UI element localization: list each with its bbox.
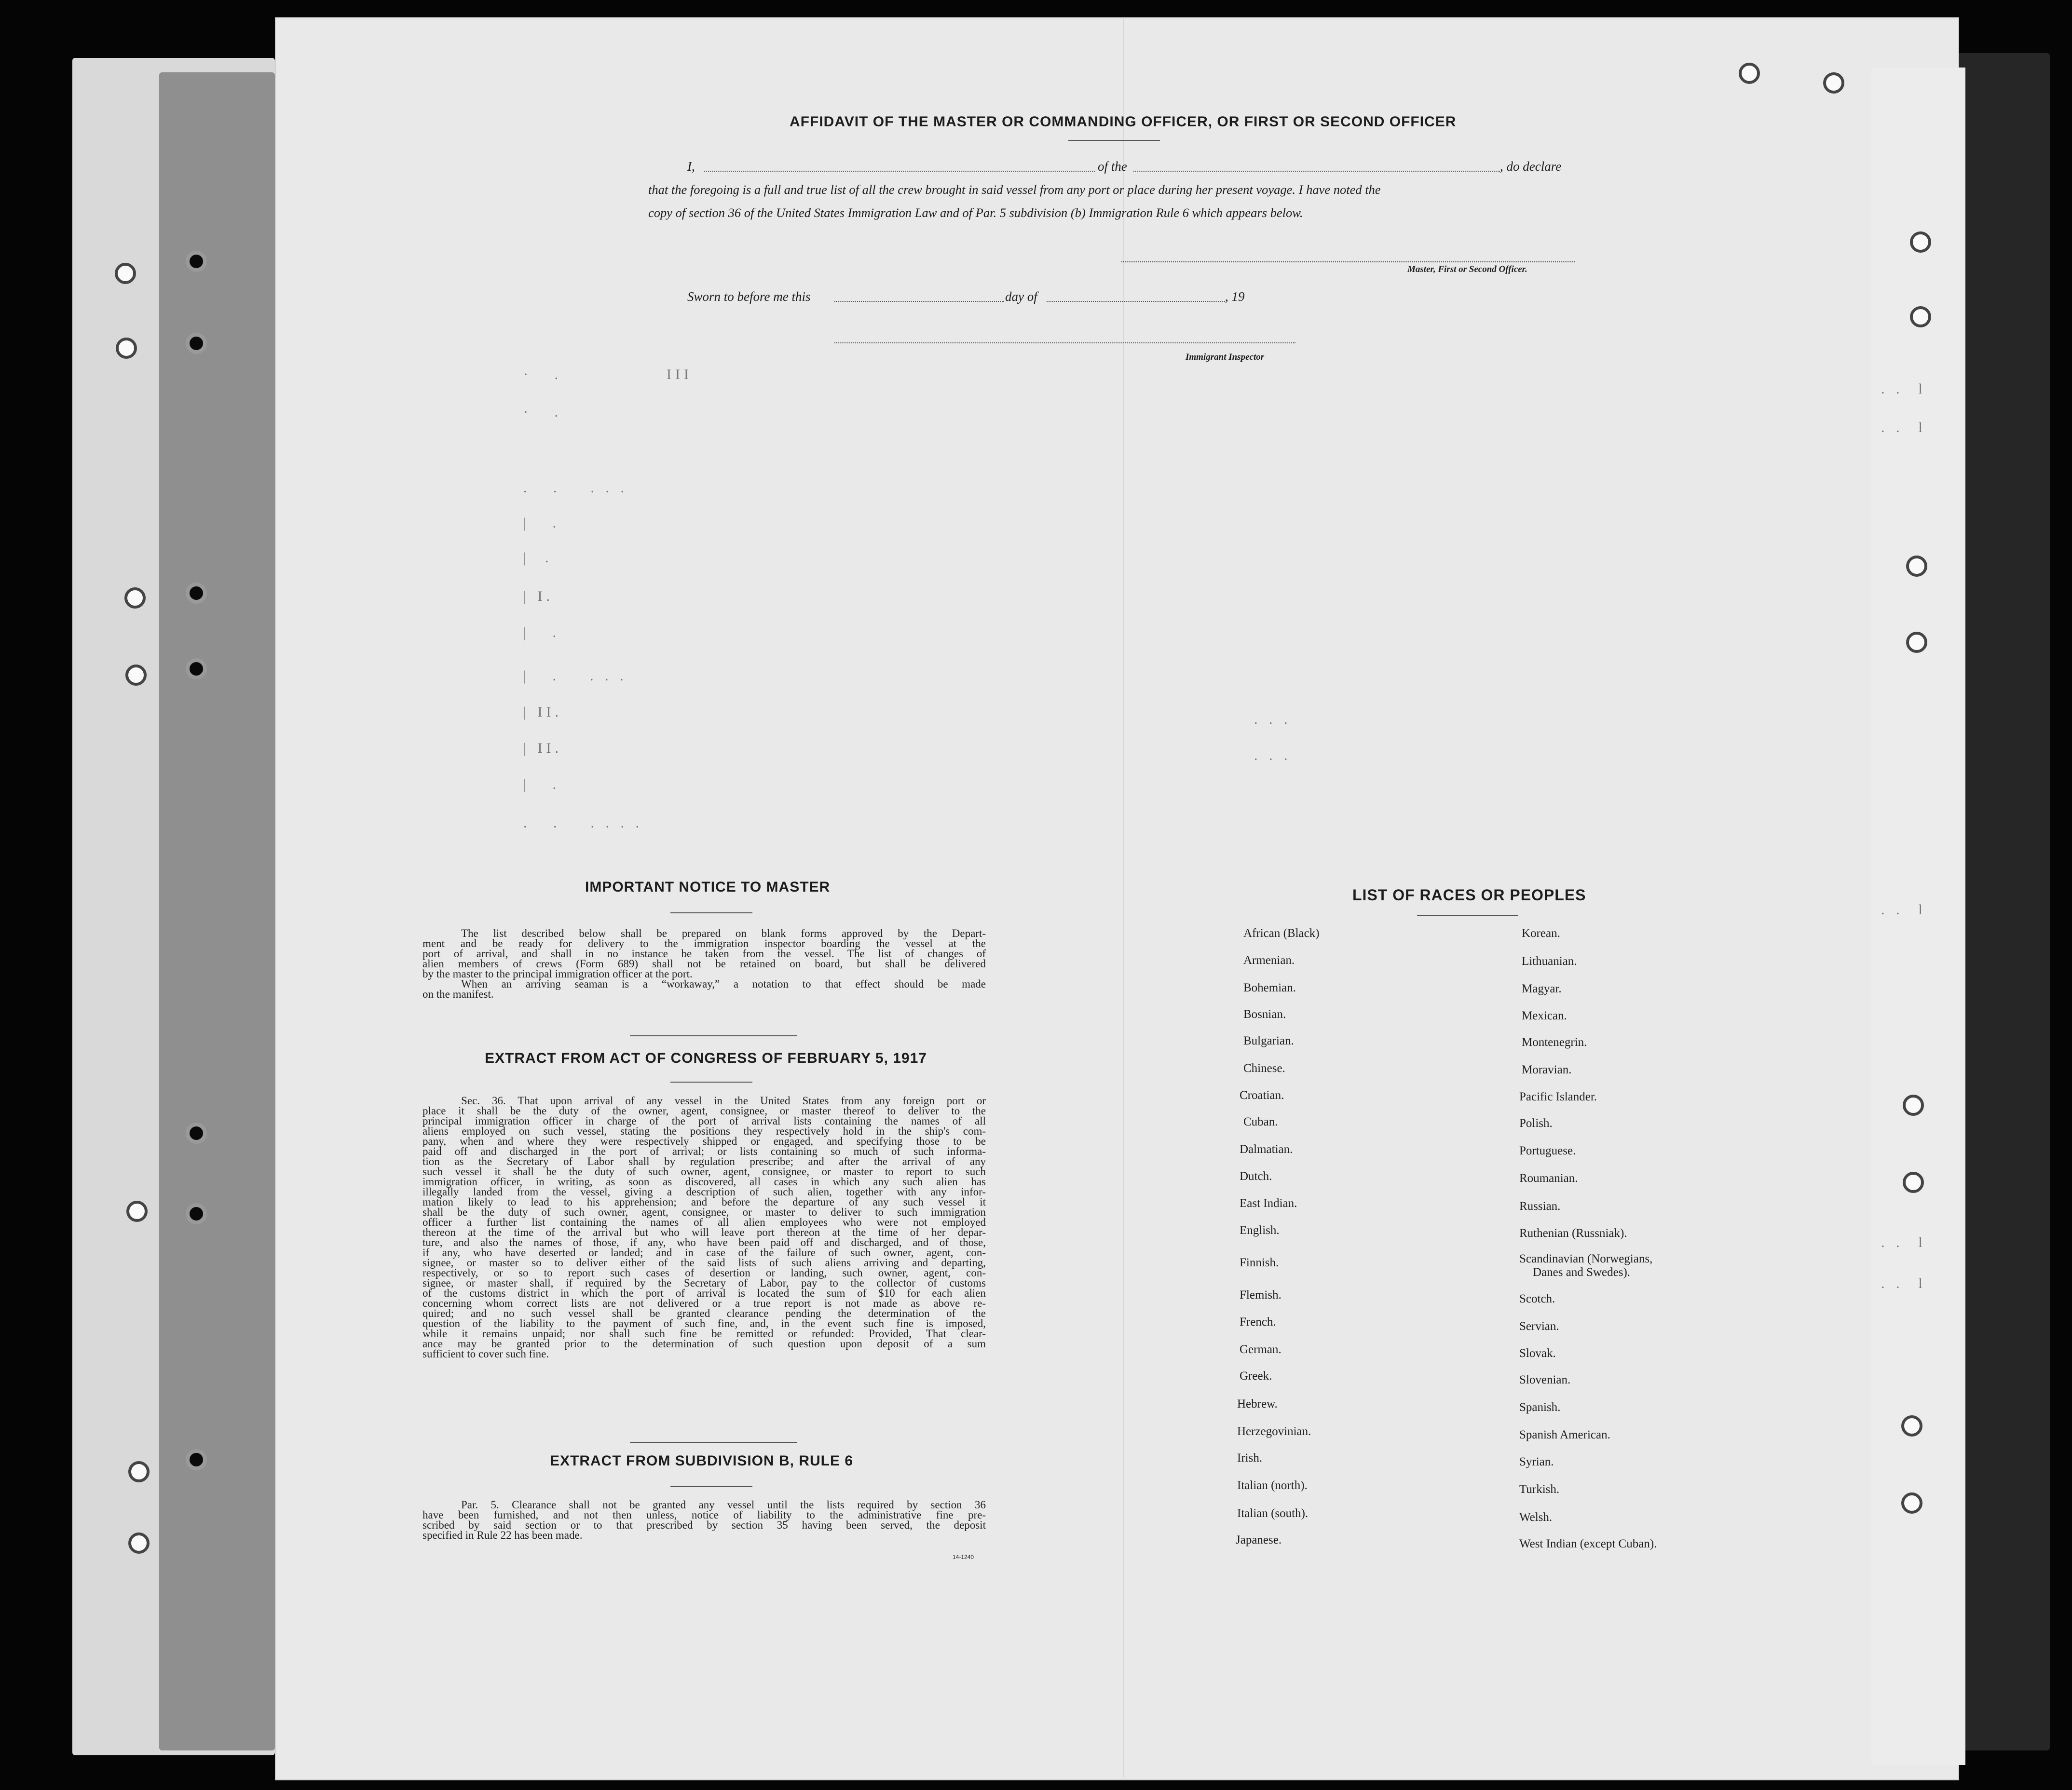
- act-line: shall be the duty of such owner, agent, consignee, or master to deliver to such immigration: [423, 1206, 986, 1218]
- punch-hole: [1903, 1095, 1924, 1116]
- race-item: Scandinavian (Norwegians,: [1519, 1252, 1653, 1265]
- affidavit-rule: [1068, 140, 1160, 141]
- race-item: Cuban.: [1243, 1115, 1278, 1128]
- bleed-mark: | .: [523, 776, 560, 792]
- race-item: Armenian.: [1243, 954, 1295, 967]
- race-item: Irish.: [1237, 1451, 1263, 1465]
- punch-hole: [1906, 632, 1927, 653]
- act-line: paid off and discharged in the port of arrival; or lists containing so much of such informa-: [423, 1145, 986, 1157]
- notice-line: When an arriving seaman is a “workaway,” a notation to that effect should be made: [461, 978, 986, 990]
- act-line: respectively, or so to report such cases of desertion or landing, such owner, agent, con-: [423, 1267, 986, 1279]
- race-item: Lithuanian.: [1522, 955, 1577, 968]
- act-line: such vessel it shall be the duty of such owner, agent, consignee, or master to report to such: [423, 1166, 986, 1178]
- act-line: ance may be granted prior to the determination of such question upon deposit of a sum: [423, 1338, 986, 1350]
- race-item: Syrian.: [1519, 1455, 1554, 1468]
- sworn-day-field[interactable]: [834, 301, 1004, 302]
- race-item: Slovenian.: [1519, 1373, 1571, 1386]
- bleed-mark: . . l: [1881, 381, 1926, 397]
- notice-rule: [670, 912, 752, 913]
- act-line: question of the liability to the payment of such fine, and, in the event such fine is imposed,: [423, 1317, 986, 1329]
- race-item: Russian.: [1519, 1200, 1561, 1213]
- rule-line: specified in Rule 22 has been made.: [423, 1529, 583, 1541]
- punch-hole: [116, 338, 137, 359]
- form-number: 14-1240: [953, 1554, 974, 1560]
- name-field-line[interactable]: [704, 171, 1095, 172]
- bleed-mark: . . .: [1254, 747, 1292, 763]
- bleed-mark: . . l: [1881, 420, 1926, 435]
- punch-hole: [125, 664, 147, 686]
- act-line: concerning whom correct lists are not delivered or a true report is not made as above re-: [423, 1297, 986, 1309]
- punch-hole: [186, 333, 207, 354]
- rule-rule: [670, 1486, 752, 1487]
- race-item: Moravian.: [1522, 1063, 1572, 1076]
- act-line: sufficient to cover such fine.: [423, 1348, 549, 1360]
- affidavit-line1-i: I,: [687, 159, 695, 174]
- act-body: [423, 1096, 986, 1359]
- sworn-month-field[interactable]: [1047, 301, 1225, 302]
- race-item: Bosnian.: [1243, 1008, 1286, 1021]
- act-line: signee, or master so to deliver either of the said lists of such aliens arriving and departing,: [423, 1257, 986, 1269]
- punch-hole: [1910, 231, 1931, 253]
- race-item: Korean.: [1522, 927, 1560, 940]
- races-title: LIST OF RACES OR PEOPLES: [1352, 886, 1586, 904]
- race-item: African (Black): [1243, 927, 1320, 940]
- race-item: Montenegrin.: [1522, 1036, 1587, 1049]
- race-item: Italian (north).: [1237, 1479, 1308, 1492]
- act-line: of the customs district in which the port of arrival is located the sum of $10 for each alien: [423, 1287, 986, 1299]
- notice-line: alien members of crews (Form 689) shall not be retained on board, but shall be delivered: [423, 958, 986, 970]
- sworn-label: Sworn to before me this: [687, 289, 811, 304]
- rule-line: Par. 5. Clearance shall not be granted any vessel until the lists required by section 36: [461, 1499, 986, 1511]
- punch-hole: [186, 1123, 207, 1144]
- affidavit-line1-of: of the: [1098, 159, 1127, 174]
- punch-hole: [186, 1449, 207, 1470]
- race-item: Roumanian.: [1519, 1172, 1578, 1185]
- notice-line: ment and be ready for delivery to the immigration inspector boarding the vessel at the: [423, 937, 986, 949]
- bleed-mark: | II.: [523, 740, 562, 756]
- race-item: Welsh.: [1519, 1511, 1553, 1524]
- race-item: Greek.: [1240, 1370, 1272, 1383]
- notice-line: by the master to the principal immigration officer at the port.: [423, 968, 693, 980]
- inspector-caption: Immigrant Inspector: [1186, 352, 1265, 362]
- race-item: Pacific Islander.: [1519, 1090, 1597, 1103]
- punch-hole: [124, 587, 146, 609]
- back-page-left-shadow: [159, 72, 275, 1750]
- punch-hole: [1739, 63, 1760, 84]
- punch-hole: [186, 251, 207, 272]
- race-item: Turkish.: [1519, 1483, 1560, 1496]
- act-line: aliens employed on such vessel, stating the positions they respectively hold in the ship's com-: [423, 1125, 986, 1137]
- race-item: Bohemian.: [1243, 981, 1296, 994]
- bleed-mark: · .: [523, 404, 562, 420]
- race-item: Chinese.: [1243, 1062, 1285, 1075]
- bleed-mark: | .: [523, 550, 553, 566]
- rule-line: have been furnished, and not then unless, notice of liability to the administrative fine pre-: [423, 1509, 986, 1521]
- act-title: EXTRACT FROM ACT OF CONGRESS OF FEBRUARY 5, 1917: [485, 1050, 927, 1066]
- year-label: , 19: [1225, 289, 1245, 304]
- bleed-mark: . . l: [1881, 902, 1926, 918]
- master-signature-line[interactable]: [1121, 260, 1575, 262]
- punch-hole: [126, 1201, 148, 1222]
- punch-hole: [1910, 306, 1931, 327]
- race-item: Servian.: [1519, 1320, 1559, 1333]
- race-item: Scotch.: [1519, 1292, 1555, 1305]
- race-item: Magyar.: [1522, 982, 1562, 995]
- day-of-label: day of: [1005, 289, 1037, 304]
- affidavit-line2: that the foregoing is a full and true list of all the crew brought in said vessel from any port or place during her present voyage. I have noted the: [648, 182, 1381, 197]
- act-line: immigration officer, in writing, as soon as discovered, all cases in which any such alien has: [423, 1176, 986, 1188]
- race-item: East Indian.: [1240, 1197, 1297, 1210]
- act-line: principal immigration officer in charge of the port of arrival lists containing the names of all: [423, 1115, 986, 1127]
- bleed-mark: . . .: [1254, 711, 1292, 727]
- punch-hole: [1823, 72, 1844, 94]
- vessel-field-line[interactable]: [1133, 171, 1500, 172]
- bleed-mark: . . l: [1881, 1234, 1926, 1250]
- affidavit-line3: copy of section 36 of the United States Immigration Law and of Par. 5 subdivision (b) Immigration Rule 6 which appears below.: [648, 205, 1303, 220]
- page-fold: [1123, 17, 1124, 1777]
- punch-hole: [1901, 1415, 1922, 1437]
- race-item: English.: [1240, 1224, 1280, 1237]
- race-item: Ruthenian (Russniak).: [1519, 1227, 1627, 1240]
- race-item: West Indian (except Cuban).: [1519, 1537, 1657, 1550]
- race-item: Dutch.: [1240, 1170, 1272, 1183]
- notice-title: IMPORTANT NOTICE TO MASTER: [585, 879, 831, 895]
- punch-hole: [128, 1461, 150, 1482]
- race-item: Herzegovinian.: [1237, 1425, 1311, 1438]
- notice-line: port of arrival, and shall in no instance be taken from the vessel. The list of changes of: [423, 948, 986, 960]
- punch-hole: [115, 263, 136, 284]
- race-item: German.: [1240, 1343, 1281, 1356]
- race-item: Japanese.: [1236, 1533, 1282, 1546]
- race-item: Italian (south).: [1237, 1507, 1309, 1520]
- notice-body: [423, 928, 986, 999]
- race-item: Bulgarian.: [1243, 1034, 1294, 1047]
- bleed-mark: . . . . . .: [523, 815, 643, 831]
- race-item: Dalmatian.: [1240, 1143, 1293, 1156]
- race-item: Polish.: [1519, 1117, 1553, 1130]
- race-item: Mexican.: [1522, 1009, 1567, 1022]
- race-item: Finnish.: [1240, 1256, 1279, 1269]
- bleed-mark: . . . . .: [523, 480, 628, 496]
- inspector-signature-line[interactable]: [834, 342, 1295, 343]
- act-line: tion as the Secretary of Labor shall by regulation prescribe; and after the arrival of any: [423, 1155, 986, 1167]
- act-line: Sec. 36. That upon arrival of any vessel in the United States from any foreign port or: [461, 1095, 986, 1107]
- races-rule: [1417, 915, 1518, 916]
- race-item: Croatian.: [1240, 1089, 1284, 1102]
- race-item: Flemish.: [1240, 1288, 1281, 1302]
- race-item: Spanish.: [1519, 1401, 1561, 1414]
- bleed-mark: | . . . .: [523, 668, 627, 684]
- bleed-mark: | I.: [523, 588, 554, 604]
- affidavit-line1-declare: , do declare: [1500, 159, 1562, 174]
- punch-hole: [1906, 556, 1927, 577]
- act-line: while it remains unpaid; nor shall such fine be remitted or refunded: Provided, That clear-: [423, 1328, 986, 1340]
- bleed-mark: | II.: [523, 704, 562, 720]
- race-item: Hebrew.: [1237, 1397, 1278, 1410]
- act-line: ture, and also the names of those, if any, who have been paid off and discharged, and of those,: [423, 1236, 986, 1248]
- punch-hole: [186, 658, 207, 679]
- act-line: if any, who have deserted or landed; and in case of the failure of such owner, agent, con-: [423, 1247, 986, 1259]
- act-line: mation likely to lead to his apprehension; and before the departure of any such vessel it: [423, 1196, 986, 1208]
- act-line: pany, when and where they were respectively shipped or engaged, and specifying those to be: [423, 1135, 986, 1147]
- punch-hole: [186, 583, 207, 604]
- notice-separator: [630, 1035, 797, 1036]
- master-caption: Master, First or Second Officer.: [1407, 264, 1527, 274]
- act-separator: [630, 1442, 797, 1443]
- act-line: quired; and no such vessel shall be granted clearance pending the determination of the: [423, 1307, 986, 1319]
- punch-hole: [1901, 1492, 1922, 1514]
- act-line: place it shall be the duty of the owner, agent, consignee, or master thereof to deliver to the: [423, 1105, 986, 1117]
- rule-line: scribed by said section or to that prescribed by section 35 having been served, the deposit: [423, 1519, 986, 1531]
- rule-title: EXTRACT FROM SUBDIVISION B, RULE 6: [550, 1453, 854, 1469]
- act-line: thereon at the time of the arrival but who will leave port thereon at the time of her depar-: [423, 1226, 986, 1238]
- bleed-mark: | .: [523, 624, 560, 640]
- race-item: French.: [1240, 1315, 1276, 1329]
- race-item-continuation: Danes and Swedes).: [1533, 1266, 1631, 1279]
- affidavit-title: AFFIDAVIT OF THE MASTER OR COMMANDING OFFICER, OR FIRST OR SECOND OFFICER: [790, 114, 1457, 130]
- rule-body: [423, 1500, 986, 1540]
- punch-hole: [128, 1532, 150, 1554]
- notice-line: The list described below shall be prepared on blank forms approved by the Depart-: [461, 927, 986, 939]
- race-item: Slovak.: [1519, 1347, 1556, 1360]
- act-line: signee, or master shall, if required by the Secretary of Labor, pay to the collector of customs: [423, 1277, 986, 1289]
- bleed-mark: . . l: [1881, 1275, 1926, 1291]
- race-item: Portuguese.: [1519, 1144, 1576, 1157]
- bleed-mark: · . III: [523, 366, 693, 382]
- punch-hole: [186, 1203, 207, 1224]
- bleed-mark: | .: [523, 515, 560, 531]
- act-line: officer a further list containing the names of all alien employees who were not employed: [423, 1216, 986, 1228]
- act-rule: [670, 1082, 752, 1083]
- race-item: Spanish American.: [1519, 1428, 1610, 1441]
- punch-hole: [1903, 1172, 1924, 1193]
- notice-line: on the manifest.: [423, 988, 494, 1000]
- act-line: illegally landed from the vessel, giving a description of such alien, together with any infor-: [423, 1186, 986, 1198]
